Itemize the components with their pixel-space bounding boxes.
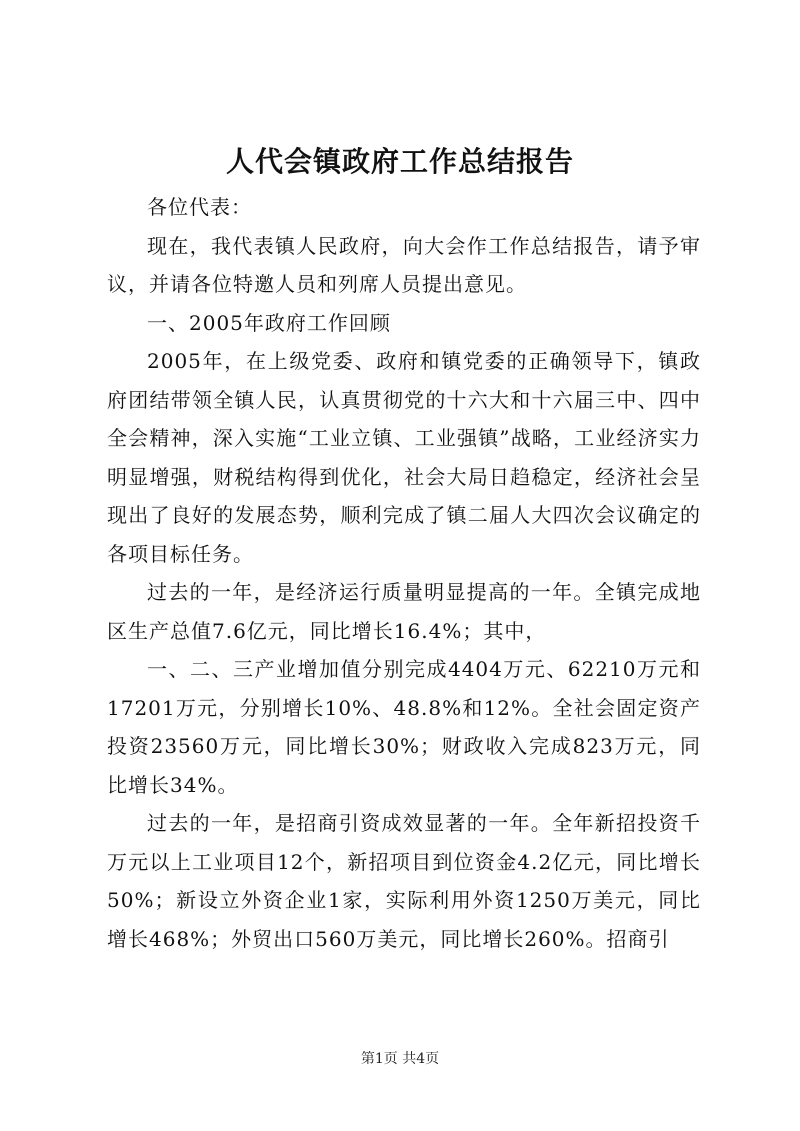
economy-paragraph: 过去的一年，是经济运行质量明显提高的一年。全镇完成地区生产总值7.6亿元，同比增长16.4%；其中，: [107, 580, 701, 643]
document-title: 人代会镇政府工作总结报告: [225, 145, 574, 178]
page-number-footer: 第1页 共4页: [360, 1051, 440, 1067]
document-body: [107, 188, 701, 958]
overview-paragraph: 2005年，在上级党委、政府和镇党委的正确领导下，镇政府团结带领全镇人民，认真贯彻党的十六大和十六届三中、四中全会精神，深入实施“工业立镇、工业强镇”战略，工业经济实力明显增强，财税结构得到优化，社会大局日趋稳定，经济社会呈现出了良好的发展态势，顺利完成了镇二届人大四次会议确定的各项目标任务。: [107, 349, 701, 566]
section-heading: 一、2005年政府工作回顾: [147, 310, 391, 335]
greeting-paragraph: 各位代表：: [147, 195, 252, 219]
investment-paragraph: 过去的一年，是招商引资成效显著的一年。全年新招投资千万元以上工业项目12个，新招项目到位资金4.2亿元，同比增长50%；新设立外资企业1家，实际利用外资1250万美元，同比增长468%；外贸出口560万美元，同比增长260%。招商引: [107, 811, 701, 951]
industry-paragraph: 一、二、三产业增加值分别完成4404万元、62210万元和17201万元，分别增长10%、48.8%和12%。全社会固定资产投资23560万元，同比增长30%；财政收入完成823万元，同比增长34%。: [107, 657, 701, 797]
intro-paragraph: 现在，我代表镇人民政府，向大会作工作总结报告，请予审议，并请各位特邀人员和列席人员提出意见。: [107, 233, 701, 296]
